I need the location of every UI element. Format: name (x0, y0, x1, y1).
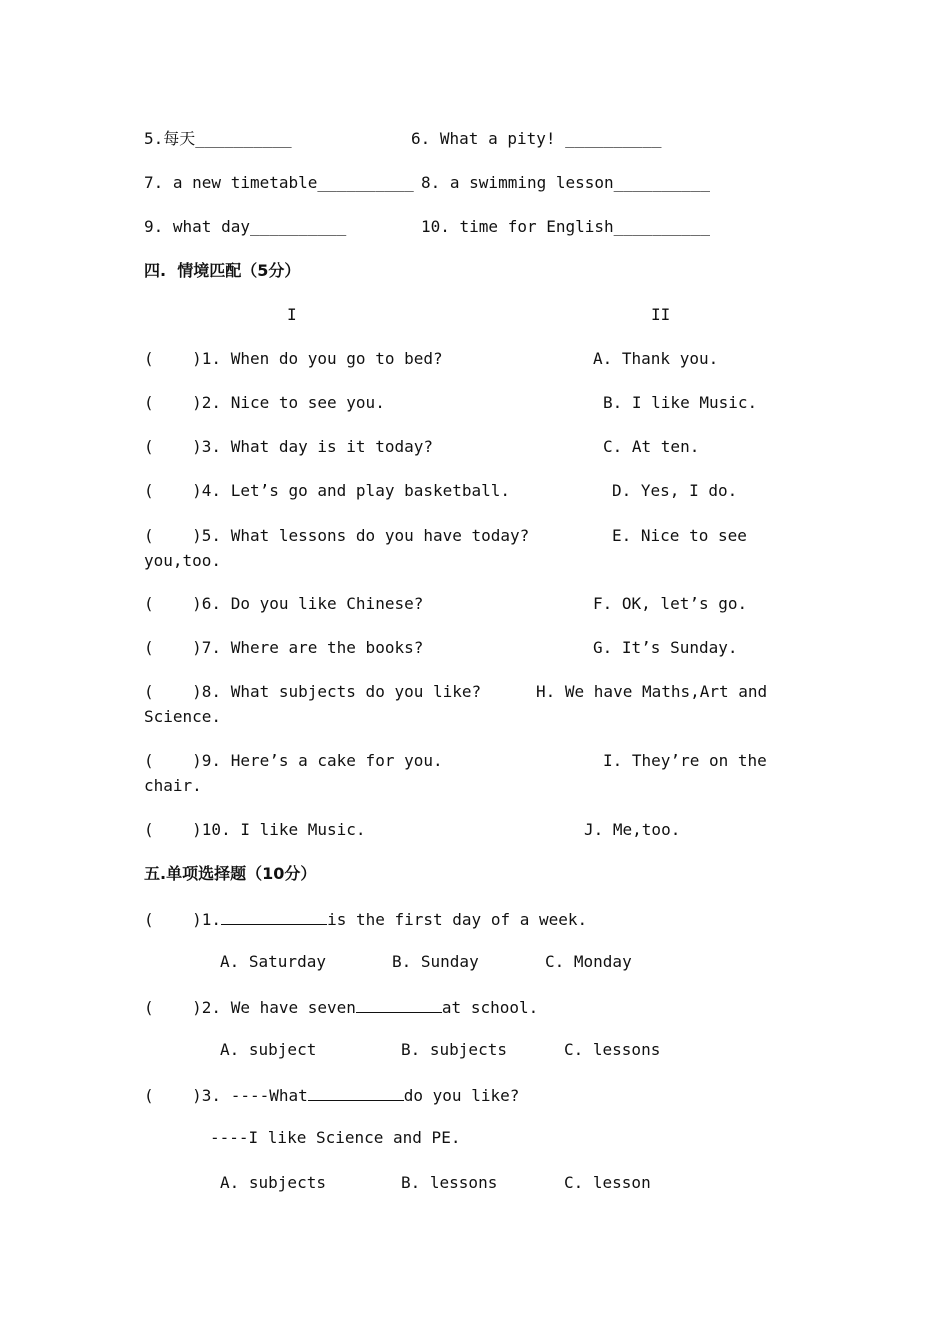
choice-question-1-prefix: ( )1. (144, 910, 222, 929)
choice-1-option-b: B. Sunday (392, 952, 479, 971)
choice-question-3-suffix: do you like? (403, 1086, 520, 1105)
match-answer-a: A. Thank you. (593, 349, 719, 368)
choice-question-2-suffix: at school. (441, 998, 539, 1017)
match-answer-e: E. Nice to see (612, 526, 747, 545)
choice-2-option-b: B. subjects (401, 1040, 507, 1059)
match-answer-e-wrap: you,too. (144, 551, 222, 570)
match-question-5: ( )5. What lessons do you have today? (144, 526, 530, 545)
choice-3-option-c: C. lesson (564, 1173, 651, 1192)
vocab-item-9: 9. what day__________ (144, 217, 347, 236)
match-question-4: ( )4. Let’s go and play basketball. (144, 481, 511, 500)
match-question-3: ( )3. What day is it today? (144, 437, 433, 456)
match-answer-i: I. They’re on the (603, 751, 767, 770)
choice-question-3-prefix: ( )3. ----What (144, 1086, 308, 1105)
choice-question-1 (144, 908, 587, 930)
vocab-item-6: 6. What a pity! __________ (411, 129, 662, 148)
answer-blank[interactable] (221, 908, 327, 925)
section-heading-matching: 四. 情境匹配（5分） (144, 261, 301, 280)
choice-1-option-c: C. Monday (545, 952, 632, 971)
match-answer-h: H. We have Maths,Art and (536, 682, 768, 701)
choice-2-option-c: C. lessons (564, 1040, 661, 1059)
choice-question-1-suffix: is the first day of a week. (327, 910, 588, 929)
match-question-7: ( )7. Where are the books? (144, 638, 424, 657)
section-heading-choice: 五.单项选择题（10分） (144, 864, 317, 883)
choice-question-2-prefix: ( )2. We have seven (144, 998, 356, 1017)
vocab-item-8: 8. a swimming lesson__________ (421, 173, 710, 192)
choice-question-2 (144, 996, 538, 1018)
match-answer-g: G. It’s Sunday. (593, 638, 738, 657)
match-answer-f: F. OK, let’s go. (593, 594, 748, 613)
match-answer-d: D. Yes, I do. (612, 481, 738, 500)
match-question-6: ( )6. Do you like Chinese? (144, 594, 424, 613)
choice-2-option-a: A. subject (220, 1040, 317, 1059)
match-question-9: ( )9. Here’s a cake for you. (144, 751, 443, 770)
match-answer-j: J. Me,too. (584, 820, 681, 839)
answer-blank[interactable] (356, 996, 442, 1013)
vocab-item-5: 5.每天__________ (144, 129, 292, 148)
column-header-2: II (651, 305, 671, 324)
vocab-item-7: 7. a new timetable__________ (144, 173, 414, 192)
choice-1-option-a: A. Saturday (220, 952, 326, 971)
choice-3-option-a: A. subjects (220, 1173, 326, 1192)
match-answer-h-wrap: Science. (144, 707, 222, 726)
match-answer-b: B. I like Music. (603, 393, 758, 412)
choice-3-option-b: B. lessons (401, 1173, 498, 1192)
match-question-8: ( )8. What subjects do you like? (144, 682, 482, 701)
choice-question-3 (144, 1084, 519, 1106)
match-question-1: ( )1. When do you go to bed? (144, 349, 443, 368)
match-question-10: ( )10. I like Music. (144, 820, 366, 839)
match-answer-c: C. At ten. (603, 437, 700, 456)
vocab-item-10: 10. time for English__________ (421, 217, 710, 236)
match-answer-i-wrap: chair. (144, 776, 202, 795)
answer-blank[interactable] (308, 1084, 404, 1101)
match-question-2: ( )2. Nice to see you. (144, 393, 385, 412)
column-header-1: I (287, 305, 297, 324)
choice-question-3-answer: ----I like Science and PE. (210, 1128, 461, 1147)
